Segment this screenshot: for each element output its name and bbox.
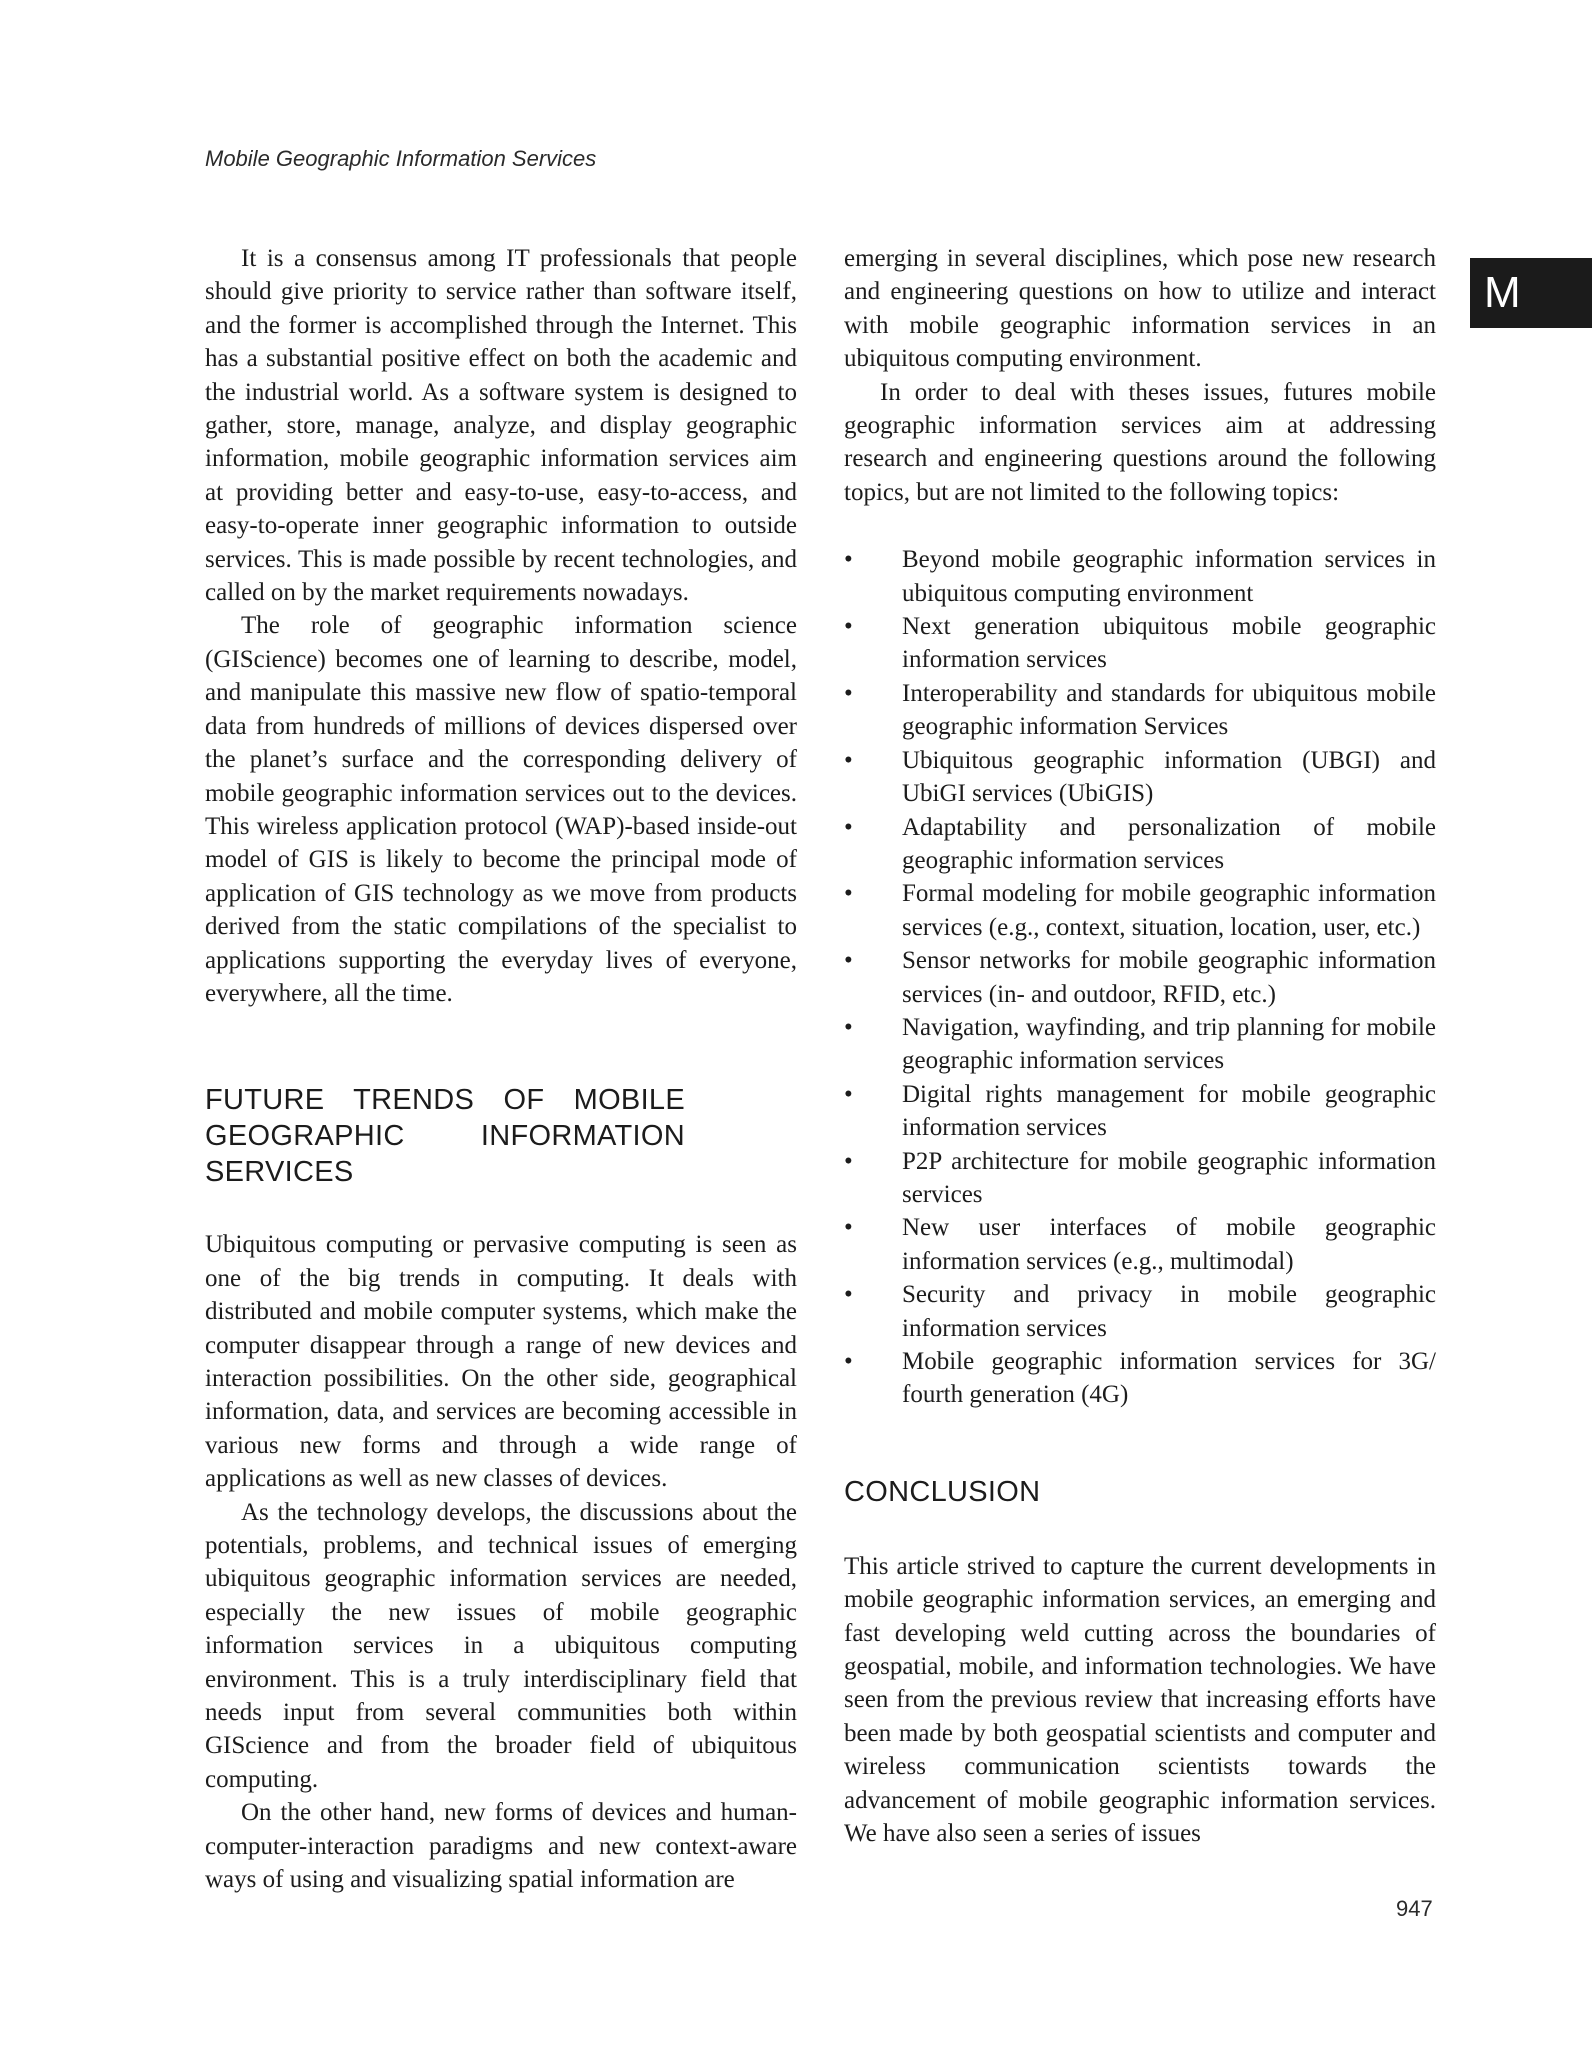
bullet-icon: • (844, 947, 853, 975)
list-item: • Digital rights management for mobile geographic information services (844, 1078, 1436, 1145)
bullet-icon: • (844, 546, 853, 574)
section-tab: M (1470, 258, 1592, 328)
list-item: • Adaptability and personalization of mobile geographic information services (844, 811, 1436, 878)
paragraph: On the other hand, new forms of devices and human-computer-interaction paradigms and new context-aware ways of using and visualizing spatial information are (205, 1799, 797, 1894)
bullet-icon: • (844, 679, 853, 707)
running-title: Mobile Geographic Information Services (205, 146, 597, 171)
section-heading-conclusion: CONCLUSION (844, 1475, 1041, 1508)
paragraph: It is a consensus among IT professionals that people should give priority to service rather than software itself, and the former is accomplished through the Internet. This has a substantial positive effect on both the academic and the industrial world. As a software system is designed to gather, store, manage, analyze, and display geographic information, mobile geographic information services aim at providing better and easy-to-use, easy-to-access, and easy-to-operate inner geographic information to outside services. This is made possible by recent technologies, and called on by the market requirements nowadays. (205, 245, 797, 607)
bullet-icon: • (844, 1013, 853, 1041)
bullet-icon: • (844, 1281, 853, 1309)
paragraph: The role of geographic information science (GIScience) becomes one of learning to describe, model, and manipulate this massive new flow of spatio-temporal data from hundreds of millions of devices dispersed over the planet’s surface and the corresponding delivery of mobile geographic information services out to the devices. This wireless application protocol (WAP)-based inside-out model of GIS is likely to become the principal mode of application of GIS technology as we move from products derived from the static compilations of the specialist to applications supporting the everyday lives of everyone, everywhere, all the time. (205, 612, 797, 1007)
list-item: • New user interfaces of mobile geographic information services (e.g., multimodal) (844, 1211, 1436, 1278)
paragraph: Ubiquitous computing or pervasive computing is seen as one of the big trends in computing. It deals with distributed and mobile computer systems, which make the computer disappear through a range of new devices and interaction possibilities. On the other side, geographical information, data, and services are becoming accessible in various new forms and through a wide range of applications as well as new classes of devices. (205, 1231, 797, 1493)
topics-list (844, 543, 1436, 1412)
bullet-icon: • (844, 1080, 853, 1108)
bullet-icon: • (844, 1147, 853, 1175)
right-column (844, 242, 1436, 1850)
paragraph: This article strived to capture the current developments in mobile geographic information services, an emerging and fast developing weld cutting across the boundaries of geospatial, mobile, and information technologies. We have seen from the previous review that increasing efforts have been made by both geospatial scientists and computer and wireless communication scientists towards the advancement of mobile geographic information services. We have also seen a series of issues (844, 1552, 1436, 1848)
bullet-icon: • (844, 813, 853, 841)
bullet-icon: • (844, 613, 853, 641)
section-heading-future-trends: FUTURE TRENDS OF MOBILE GEOGRAPHIC INFORMATION SERVICES (205, 1084, 685, 1189)
paragraph: emerging in several disciplines, which pose new research and engineering questions on how to utilize and interact with mobile geographic information services in an ubiquitous computing environment. (844, 245, 1436, 373)
list-item: • P2P architecture for mobile geographic information services (844, 1145, 1436, 1212)
list-item: • Security and privacy in mobile geographic information services (844, 1278, 1436, 1345)
paragraph: As the technology develops, the discussions about the potentials, problems, and technical issues of emerging ubiquitous geographic information services are needed, especially the new issues of mobile geographic information services in a ubiquitous computing environment. This is a truly interdisciplinary field that needs input from several communities both within GIScience and from the broader field of ubiquitous computing. (205, 1498, 797, 1793)
list-item: • Formal modeling for mobile geographic information services (e.g., context, situation, location, user, etc.) (844, 877, 1436, 944)
list-item: • Beyond mobile geographic information services in ubiquitous computing environment (844, 543, 1436, 610)
list-item: • Sensor networks for mobile geographic information services (in- and outdoor, RFID, etc.) (844, 944, 1436, 1011)
bullet-icon: • (844, 1348, 853, 1375)
bullet-icon: • (844, 880, 853, 908)
page-number: 947 (1396, 1896, 1433, 1921)
list-item: • Interoperability and standards for ubiquitous mobile geographic information Services (844, 677, 1436, 744)
paragraph: In order to deal with theses issues, futures mobile geographic information services aim at addressing research and engineering questions around the following topics, but are not limited to the following topics: (844, 378, 1436, 506)
list-item: • Next generation ubiquitous mobile geographic information services (844, 610, 1436, 677)
bullet-icon: • (844, 1214, 853, 1242)
list-item: • Mobile geographic information services for 3G/ fourth generation (4G) (844, 1345, 1436, 1412)
list-item: • Navigation, wayfinding, and trip planning for mobile geographic information services (844, 1011, 1436, 1078)
left-column (205, 242, 797, 1896)
bullet-icon: • (844, 746, 853, 774)
list-item: • Ubiquitous geographic information (UBGI) and UbiGI services (UbiGIS) (844, 744, 1436, 811)
